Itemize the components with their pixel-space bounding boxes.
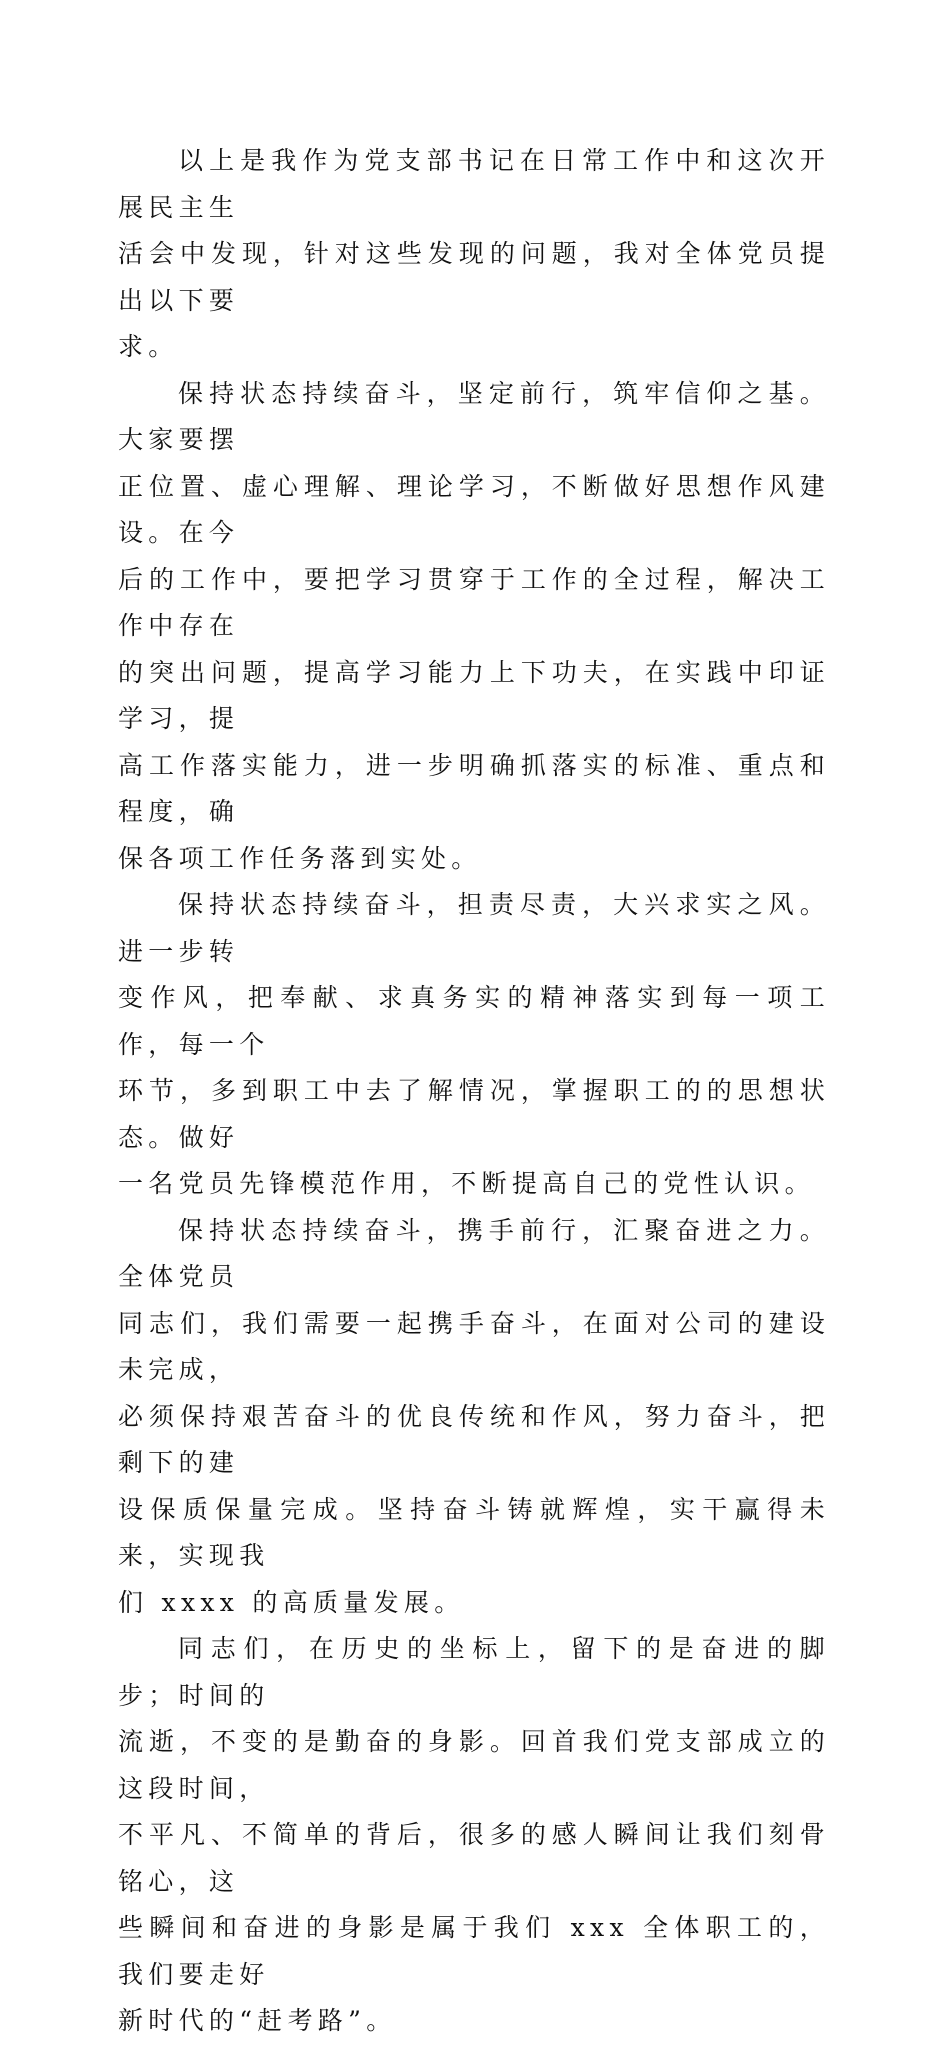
text-line: 新时代的“赶考路”。 [118,2006,397,2035]
text-line: 些瞬间和奋进的身影是属于我们 xxx 全体职工的，我们要走好 [118,1913,830,1989]
text-line: 高工作落实能力，进一步明确抓落实的标准、重点和程度，确 [118,750,830,826]
text-line: 保持状态持续奋斗，坚定前行，筑牢信仰之基。大家要摆 [118,378,830,454]
text-line: 保持状态持续奋斗，担责尽责，大兴求实之风。进一步转 [118,890,830,966]
text-line: 环节，多到职工中去了解情况，掌握职工的的思想状态。做好 [118,1076,830,1152]
paragraph-2 [118,371,830,883]
text-line: 不平凡、不简单的背后，很多的感人瞬间让我们刻骨铭心，这 [118,1820,830,1896]
text-line: 变作风，把奉献、求真务实的精神落实到每一项工作，每一个 [118,983,830,1059]
text-line: 后的工作中，要把学习贯穿于工作的全过程，解决工作中存在 [118,564,830,640]
text-line: 必须保持艰苦奋斗的优良传统和作风，努力奋斗，把剩下的建 [118,1401,830,1477]
text-line: 同志们，我们需要一起携手奋斗，在面对公司的建设未完成， [118,1308,830,1384]
text-line: 们 xxxx 的高质量发展。 [118,1587,465,1617]
paragraph-1 [118,138,830,371]
paragraph-5 [118,1626,830,2045]
text-line: 设保质保量完成。坚持奋斗铸就辉煌，实干赢得未来，实现我 [118,1494,830,1570]
text-line: 活会中发现，针对这些发现的问题，我对全体党员提出以下要 [118,239,830,315]
text-line: 一名党员先锋模范作用，不断提高自己的党性认识。 [118,1169,815,1198]
text-line: 保持状态持续奋斗，携手前行，汇聚奋进之力。全体党员 [118,1215,830,1291]
text-line: 以上是我作为党支部书记在日常工作中和这次开展民主生 [118,146,830,222]
text-line: 求。 [118,332,179,361]
text-line: 正位置、虚心理解、理论学习，不断做好思想作风建设。在今 [118,471,830,547]
text-line: 流逝，不变的是勤奋的身影。回首我们党支部成立的这段时间， [118,1727,830,1803]
text-line: 保各项工作任务落到实处。 [118,843,482,873]
text-line: 同志们，在历史的坐标上，留下的是奋进的脚步；时间的 [118,1634,830,1710]
paragraph-3 [118,882,830,1208]
paragraph-4 [118,1208,830,1627]
document-page [118,138,830,2045]
text-line: 的突出问题，提高学习能力上下功夫，在实践中印证学习，提 [118,657,830,733]
